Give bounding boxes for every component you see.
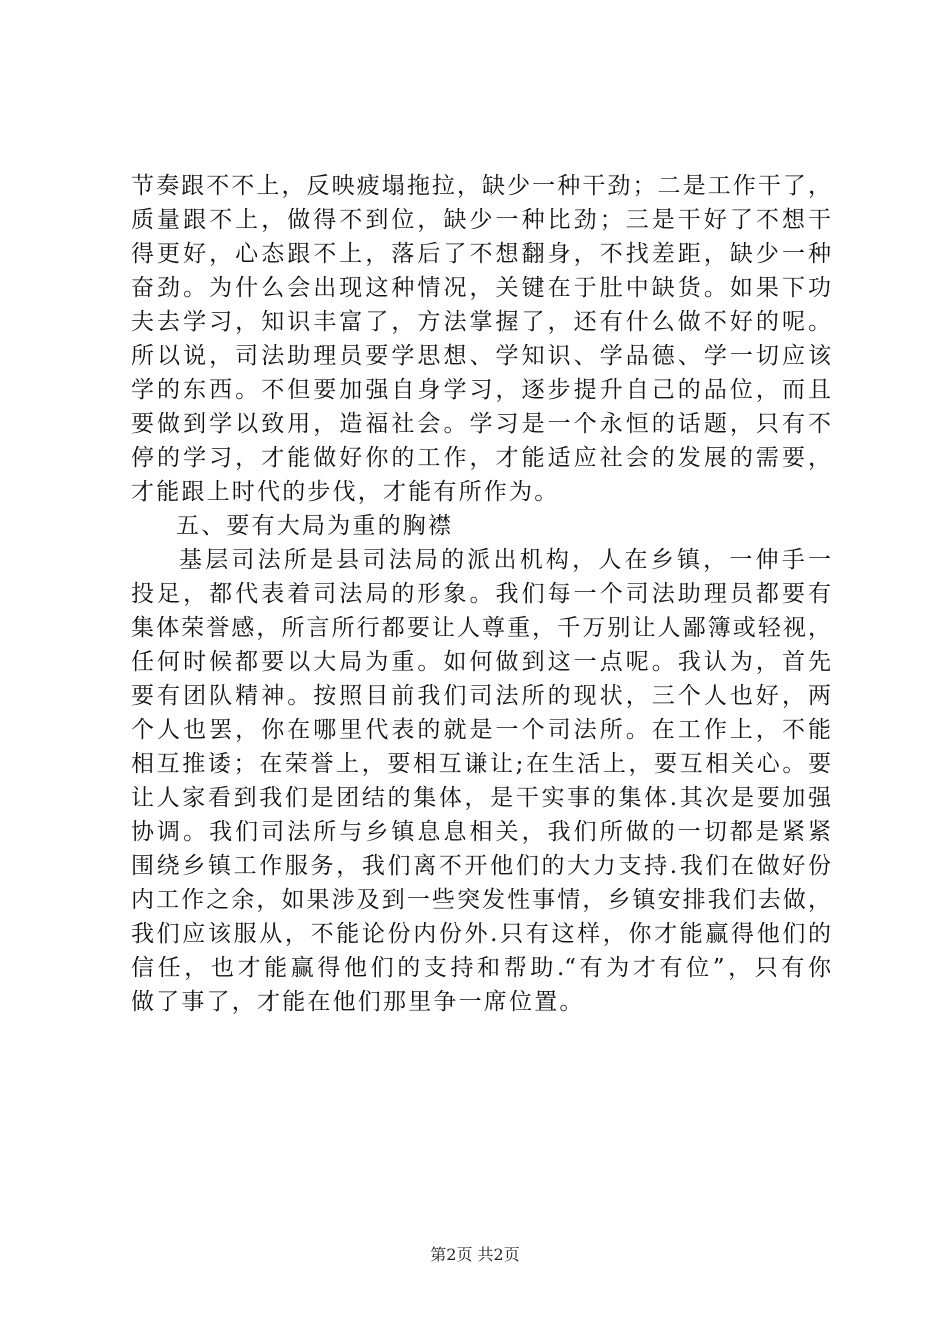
text-line: 个人也罢，你在哪里代表的就是一个司法所。在工作上，不能 <box>131 717 831 743</box>
text-line: 夫去学习，知识丰富了，方法掌握了，还有什么做不好的呢。 <box>131 309 831 335</box>
text-line: 我们应该服从，不能论份内份外.只有这样，你才能赢得他们的 <box>131 921 831 947</box>
text-line: 奋劲。为什么会出现这种情况，关键在于肚中缺货。如果下功 <box>131 275 831 301</box>
text-line: 协调。我们司法所与乡镇息息相关，我们所做的一切都是紧紧 <box>131 819 831 845</box>
document-body <box>131 169 831 1019</box>
text-line: 内工作之余，如果涉及到一些突发性事情，乡镇安排我们去做， <box>131 887 831 913</box>
paragraph-1 <box>131 169 831 509</box>
text-line: 所以说，司法助理员要学思想、学知识、学品德、学一切应该 <box>131 343 831 369</box>
text-line: 投足，都代表着司法局的形象。我们每一个司法助理员都要有 <box>131 581 831 607</box>
text-line: 要有团队精神。按照目前我们司法所的现状，三个人也好，两 <box>131 683 831 709</box>
text-line: 做了事了，才能在他们那里争一席位置。 <box>131 989 585 1015</box>
text-line: 要做到学以致用，造福社会。学习是一个永恒的话题，只有不 <box>131 411 831 437</box>
text-line: 集体荣誉感，所言所行都要让人尊重，千万别让人鄙簿或轻视， <box>131 615 831 641</box>
page-number: 第2页 共2页 <box>430 1245 520 1264</box>
text-line: 质量跟不上，做得不到位，缺少一种比劲；三是干好了不想干 <box>131 207 831 233</box>
text-line: 任何时候都要以大局为重。如何做到这一点呢。我认为，首先 <box>131 649 831 675</box>
text-line: 才能跟上时代的步伐，才能有所作为。 <box>131 479 560 505</box>
text-line: 围绕乡镇工作服务，我们离不开他们的大力支持.我们在做好份 <box>131 853 831 879</box>
text-line: 节奏跟不不上，反映疲塌拖拉，缺少一种干劲；二是工作干了， <box>131 173 831 199</box>
text-line: 相互推诿；在荣誉上，要相互谦让;在生活上，要互相关心。要 <box>131 751 831 777</box>
text-line: 得更好，心态跟不上，落后了不想翻身，不找差距，缺少一种 <box>131 241 831 267</box>
page-footer <box>0 1245 950 1265</box>
text-line: 学的东西。不但要加强自身学习，逐步提升自己的品位，而且 <box>131 377 831 403</box>
text-line: 信任，也才能赢得他们的支持和帮助.“有为才有位”，只有你 <box>131 955 831 981</box>
text-line: 让人家看到我们是团结的集体，是干实事的集体.其次是要加强 <box>131 785 831 811</box>
paragraph-2 <box>131 543 831 1019</box>
text-line: 基层司法所是县司法局的派出机构，人在乡镇，一伸手一 <box>179 547 831 573</box>
text-line: 停的学习，才能做好你的工作，才能适应社会的发展的需要， <box>131 445 831 471</box>
section-heading: 五、要有大局为重的胸襟 <box>176 513 454 539</box>
